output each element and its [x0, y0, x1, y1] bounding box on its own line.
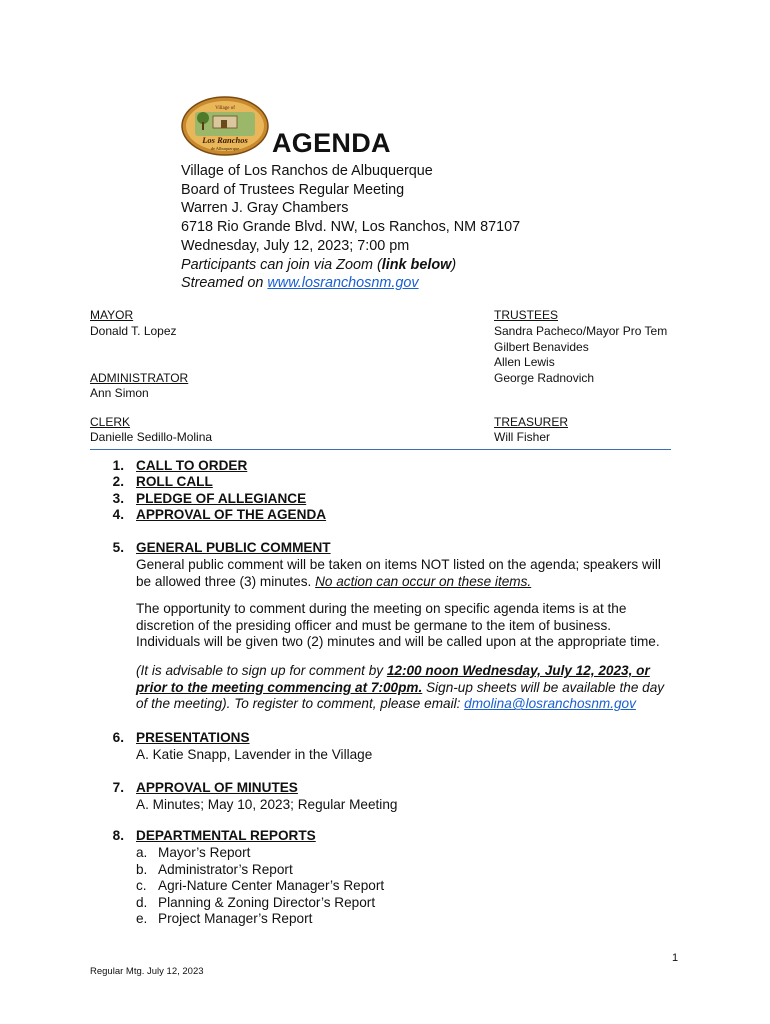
report-letter: c. [136, 878, 147, 894]
item-number: 8. [112, 828, 124, 843]
paragraph-line [136, 663, 696, 680]
item-title: PRESENTATIONS [136, 730, 250, 745]
header-line-village: Village of Los Ranchos de Albuquerque [181, 163, 433, 179]
header-line-address: 6718 Rio Grande Blvd. NW, Los Ranchos, NM 87107 [181, 219, 521, 236]
report-letter: b. [136, 861, 148, 877]
treasurer-label: TREASURER [494, 415, 569, 429]
zoom-text: Participants can join via Zoom ( [181, 256, 382, 273]
header-zoom-line [181, 256, 520, 275]
website-link[interactable]: www.losranchosnm.gov [267, 275, 419, 292]
logo-text-main: Los Ranchos [202, 135, 248, 145]
item-title: APPROVAL OF THE AGENDA [136, 507, 327, 522]
paragraph-line: Individuals will be given two (2) minutes and will be called upon at the appropriate time. [136, 634, 660, 650]
minutes-item: A. Minutes; May 10, 2023; Regular Meeting [136, 797, 398, 812]
clerk-name: Danielle Sedillo-Molina [90, 430, 213, 444]
report-text: Agri-Nature Center Manager’s Report [158, 878, 385, 894]
presentation-item: A. Katie Snapp, Lavender in the Village [136, 747, 373, 762]
clerk-label: CLERK [90, 415, 131, 429]
administrator-label: ADMINISTRATOR [90, 371, 189, 385]
trustee-1: Sandra Pacheco/Mayor Pro Tem [494, 324, 668, 338]
trustee-3: Allen Lewis [494, 355, 555, 369]
item-title: PLEDGE OF ALLEGIANCE [136, 491, 307, 506]
no-action-note: No action can occur on these items. [315, 573, 532, 589]
report-text: Administrator’s Report [158, 861, 293, 877]
header-line-board: Board of Trustees Regular Meeting [181, 181, 405, 198]
zoom-link-label[interactable]: link below [381, 256, 452, 273]
item-number: 2. [112, 474, 124, 489]
public-comment-paragraph-2 [136, 601, 696, 651]
report-item [136, 895, 696, 912]
item-number: 1. [112, 458, 124, 473]
item-number: 4. [112, 507, 124, 522]
report-letter: a. [136, 845, 148, 860]
header-stream-line [181, 274, 520, 293]
village-logo [181, 96, 269, 156]
divider-line [90, 449, 671, 450]
item-number: 5. [112, 540, 124, 555]
report-item [136, 862, 696, 879]
item-number: 3. [112, 491, 124, 506]
stream-text: Streamed on [181, 275, 268, 292]
item-title: GENERAL PUBLIC COMMENT [136, 540, 331, 555]
item-number: 7. [112, 780, 124, 795]
paragraph-line: General public comment will be taken on items NOT listed on the agenda; speakers will [136, 557, 661, 572]
item-title: ROLL CALL [136, 474, 213, 489]
agenda-title: AGENDA [272, 128, 391, 158]
public-comment-paragraph-3 [136, 663, 696, 713]
zoom-text-close: ) [451, 256, 457, 273]
paragraph-line: discretion of the presiding officer and must be germane to the item of business. [136, 617, 612, 633]
paragraph-text: of the meeting). To register to comment, please email: [136, 696, 465, 712]
report-letter: e. [136, 911, 148, 927]
trustees-label: TRUSTEES [494, 308, 559, 322]
paragraph-line [136, 680, 696, 697]
report-item [136, 845, 696, 862]
email-link[interactable]: dmolina@losranchosnm.gov [464, 696, 636, 712]
paragraph-text: (It is advisable to sign up for comment by [136, 663, 387, 678]
header-line-datetime: Wednesday, July 12, 2023; 7:00 pm [181, 237, 410, 254]
paragraph-line [136, 696, 696, 713]
paragraph-line [136, 574, 696, 591]
item-number: 6. [112, 730, 124, 745]
signup-deadline-cont: prior to the meeting commencing at 7:00pm. [136, 679, 423, 695]
trustee-2: Gilbert Benavides [494, 340, 589, 354]
logo-text-sub: de Albuquerque [210, 146, 240, 151]
mayor-label: MAYOR [90, 308, 134, 322]
report-item [136, 911, 696, 928]
report-list [136, 845, 696, 928]
meeting-header [181, 162, 520, 293]
paragraph-text: be allowed three (3) minutes. [136, 573, 316, 589]
item-title: CALL TO ORDER [136, 458, 248, 473]
administrator-name: Ann Simon [90, 386, 149, 400]
item-title: APPROVAL OF MINUTES [136, 780, 298, 795]
report-text: Project Manager’s Report [158, 911, 313, 927]
footer-text: Regular Mtg. July 12, 2023 [90, 966, 204, 977]
report-item [136, 878, 696, 895]
item-title: DEPARTMENTAL REPORTS [136, 828, 316, 843]
report-text: Mayor’s Report [158, 845, 251, 860]
paragraph-line: The opportunity to comment during the meeting on specific agenda items is at the [136, 601, 627, 616]
trustee-4: George Radnovich [494, 371, 595, 385]
public-comment-paragraph-1 [136, 557, 696, 590]
page-number: 1 [672, 952, 679, 964]
treasurer-name: Will Fisher [494, 430, 550, 444]
paragraph-text: Sign-up sheets will be available the day [422, 679, 665, 695]
report-text: Planning & Zoning Director’s Report [158, 894, 376, 910]
signup-deadline: 12:00 noon Wednesday, July 12, 2023, or [386, 663, 650, 678]
header-line-chambers: Warren J. Gray Chambers [181, 200, 349, 217]
mayor-name: Donald T. Lopez [90, 324, 177, 338]
logo-text-top: Village of [215, 106, 235, 111]
report-letter: d. [136, 894, 148, 910]
